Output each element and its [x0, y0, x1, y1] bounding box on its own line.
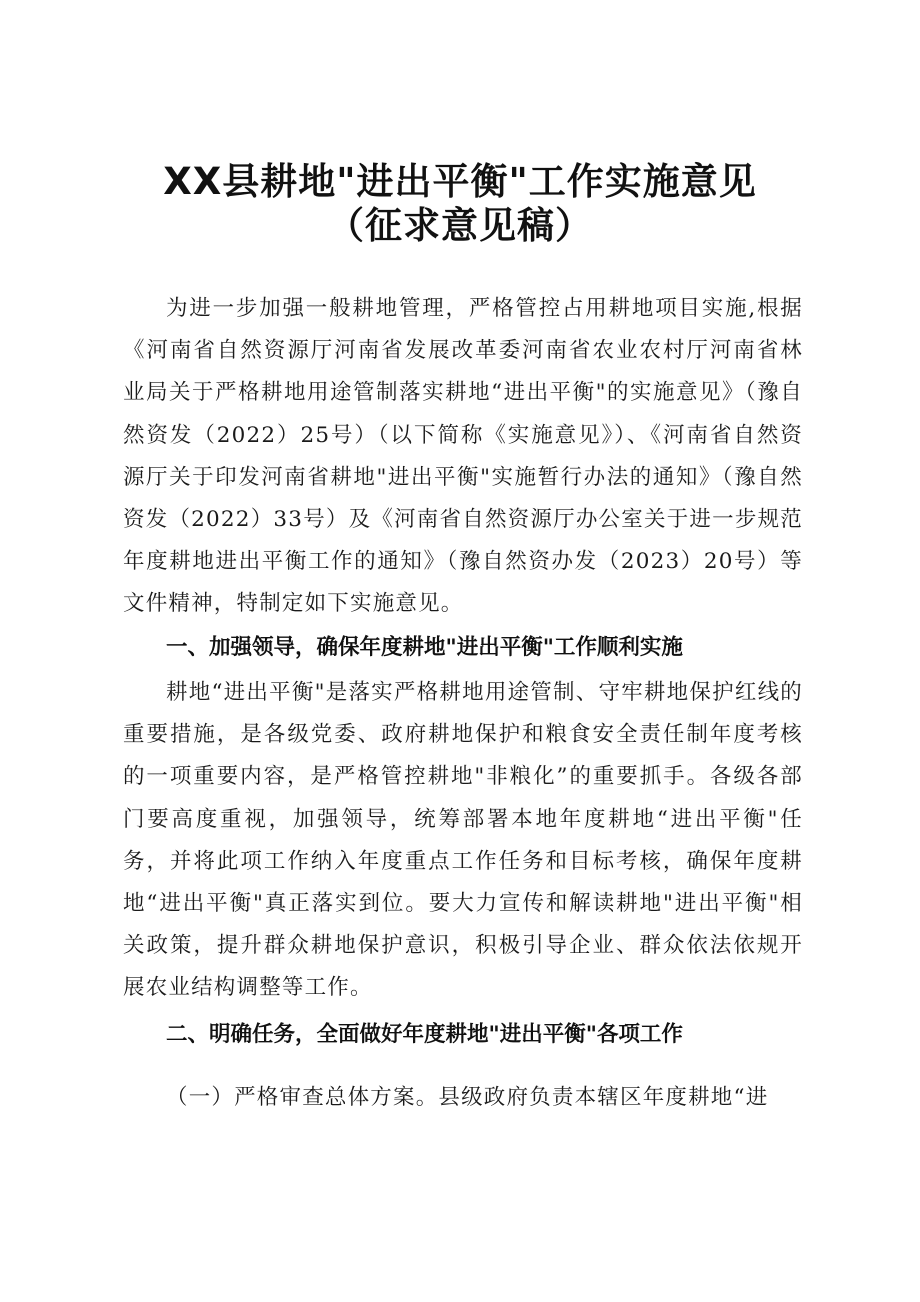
section-2-body [123, 1077, 803, 1119]
section-1-body [123, 672, 803, 1010]
intro-section [123, 288, 803, 626]
document-subtitle: （征求意见稿） [327, 204, 593, 247]
section-1-heading: 一、加强领导，确保年度耕地"进出平衡"工作顺利实施 [166, 635, 683, 660]
intro-paragraph: 为进一步加强一般耕地管理，严格管控占用耕地项目实施,根据《河南省自然资源厅河南省发展改革委河南省农业农村厅河南省林业局关于严格耕地用途管制落实耕地“进出平衡"的实施意见》（豫自然资发（2022）25号）（以下简称《实施意见》）、《河南省自然资源厅关于印发河南省耕地"进出平衡"实施暂行办法的通知》（豫自然资发（2022）33号）及《河南省自然资源厅办公室关于进一步规范年度耕地进出平衡工作的通知》（豫自然资办发（2023）20号）等文件精神，特制定如下实施意见。 [123, 296, 803, 617]
section-2-heading: 二、明确任务，全面做好年度耕地"进出平衡"各项工作 [166, 1022, 683, 1047]
section-2-item-1: （一）严格审查总体方案。县级政府负责本辖区年度耕地“进 [166, 1085, 769, 1110]
document-title: XX县耕地"进出平衡"工作实施意见 [163, 160, 757, 203]
section-1-paragraph: 耕地“进出平衡"是落实严格耕地用途管制、守牢耕地保护红线的重要措施，是各级党委、政府耕地保护和粮食安全责任制年度考核的一项重要内容，是严格管控耕地"非粮化”的重要抓手。各级各部门要高度重视，加强领导，统筹部署本地年度耕地“进出平衡"任务，并将此项工作纳入年度重点工作任务和目标考核，确保年度耕地“进出平衡"真正落实到位。要大力宣传和解读耕地"进出平衡"相关政策，提升群众耕地保护意识，积极引导企业、群众依法依规开展农业结构调整等工作。 [123, 680, 803, 1001]
